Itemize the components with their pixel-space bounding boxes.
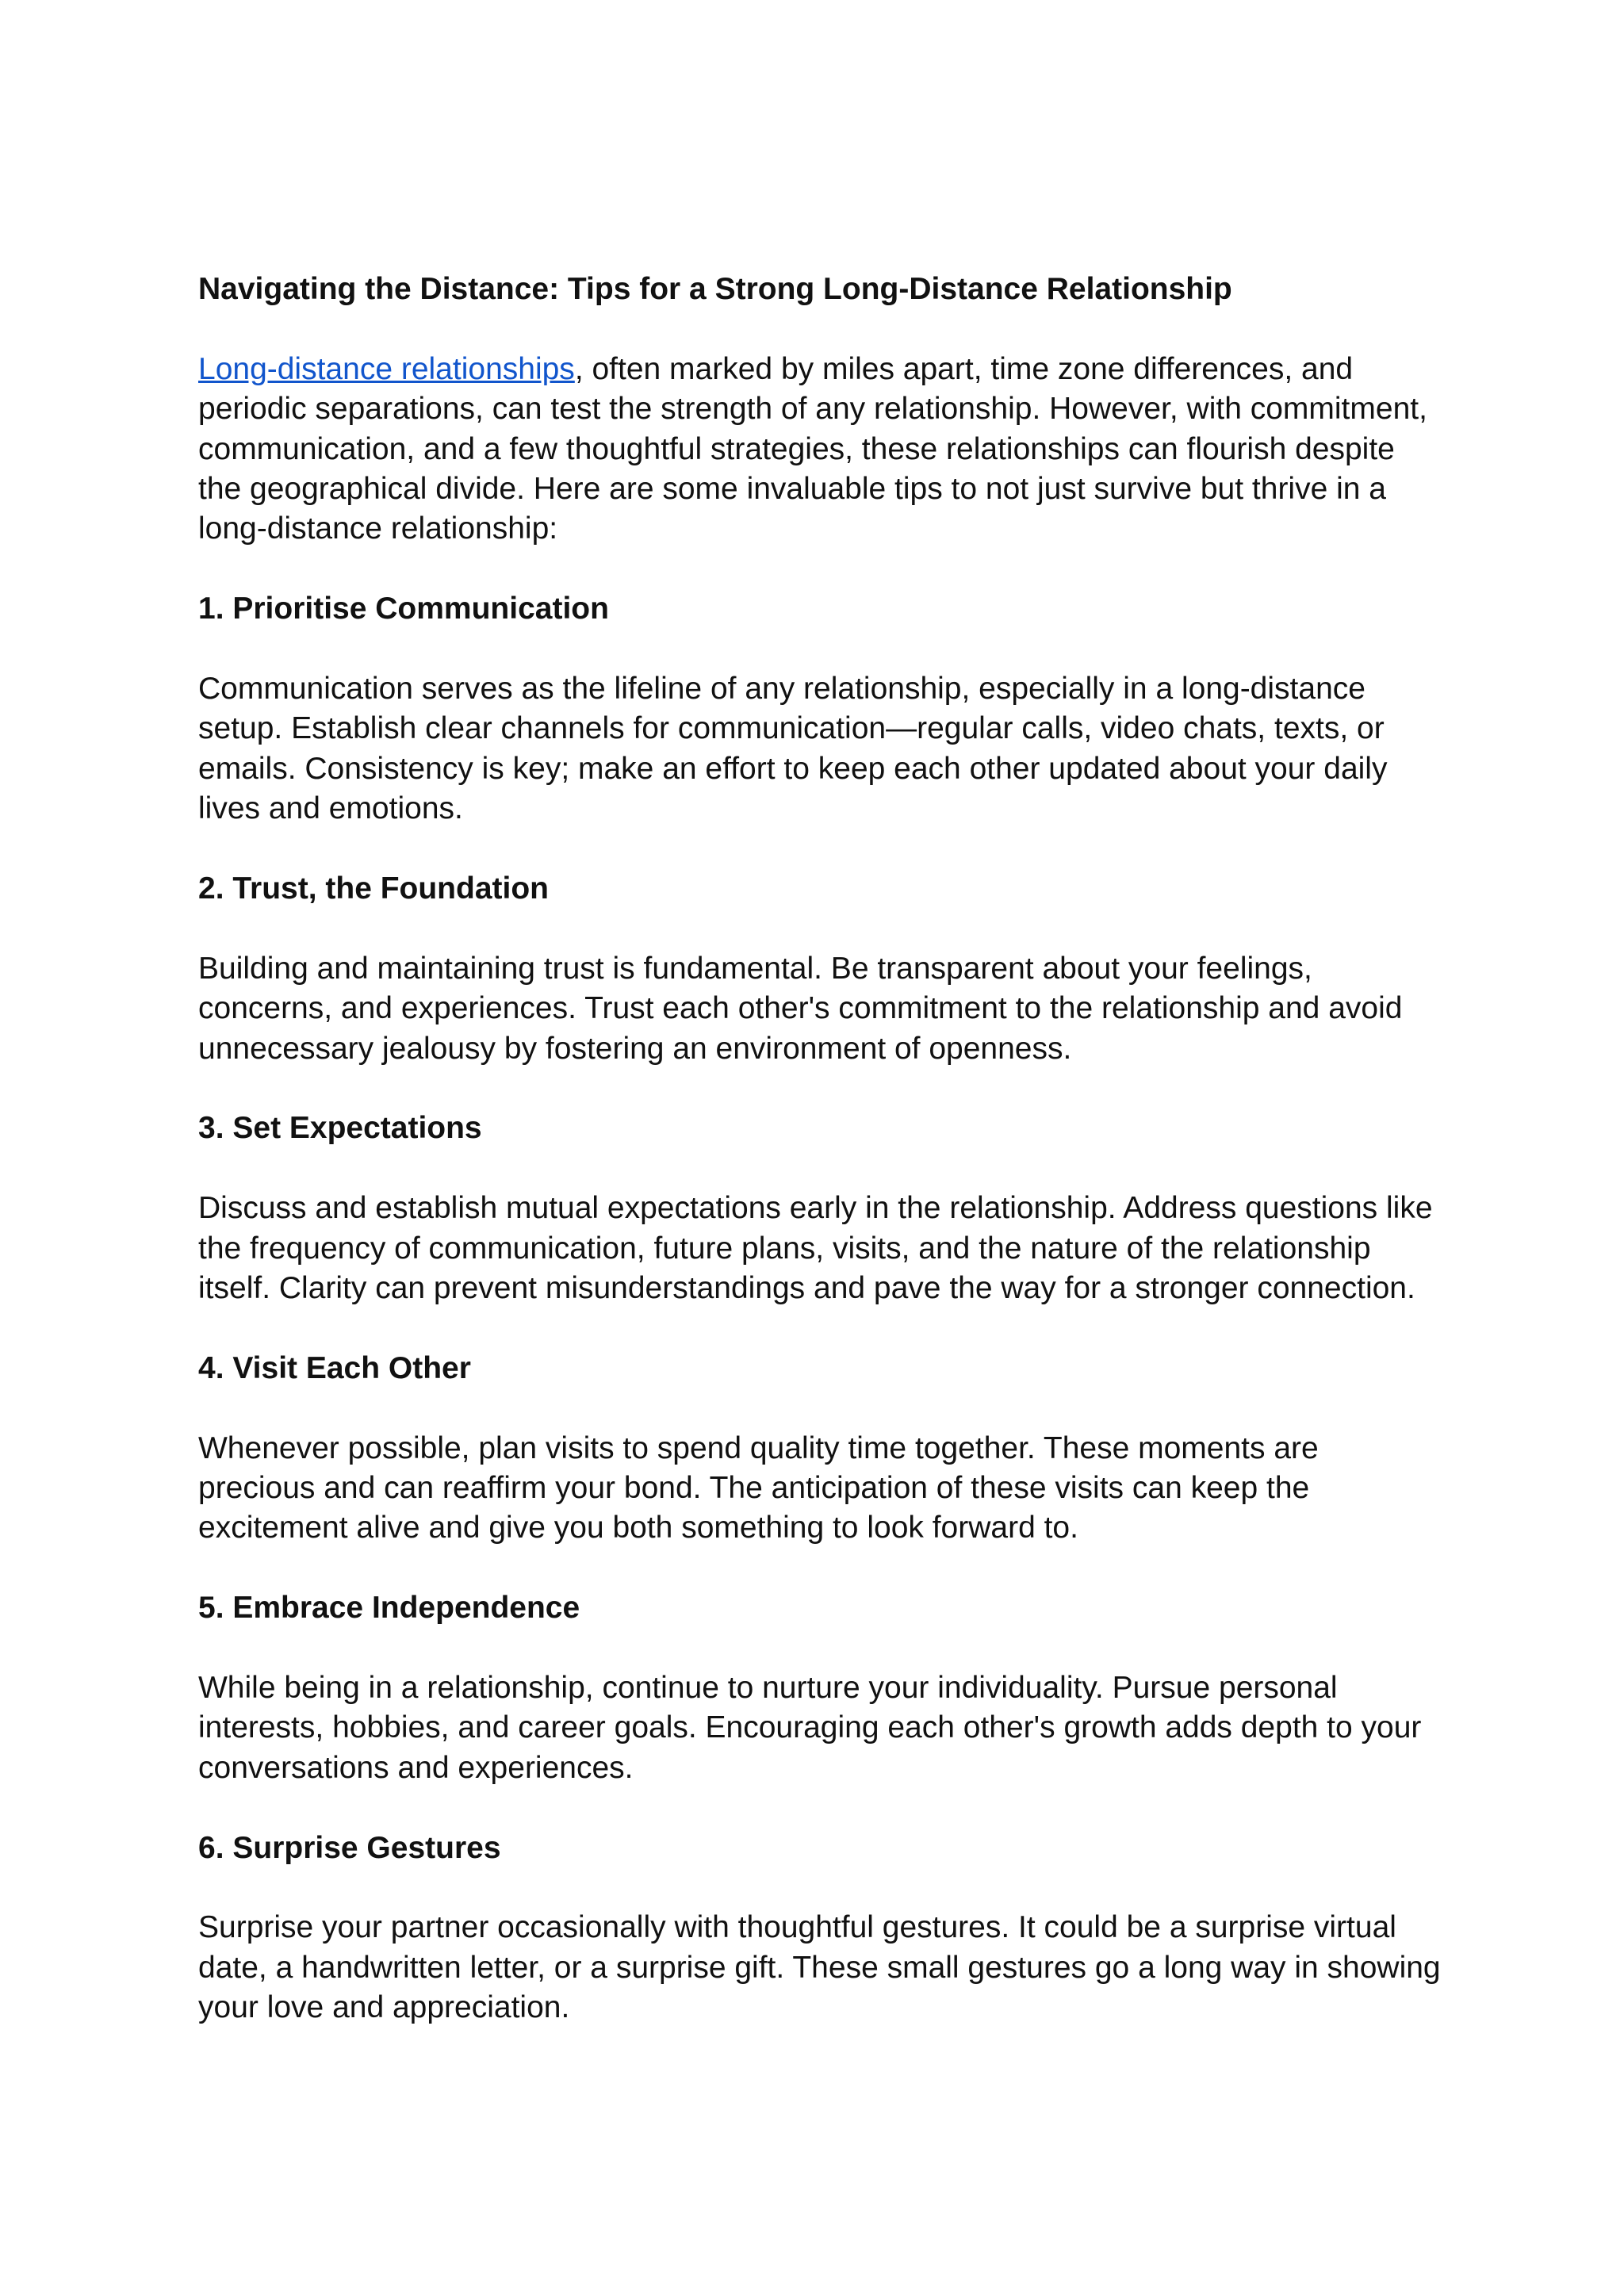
section-heading-prioritise-communication: 1. Prioritise Communication bbox=[198, 592, 609, 626]
section-heading-set-expectations: 3. Set Expectations bbox=[198, 1111, 482, 1146]
section-body-trust: Building and maintaining trust is fundamental. Be transparent about your feelings, concerns, and experiences. Trust each other's commitment to the relationship and avoid unnecessary jealousy by fostering an environment of openness. bbox=[198, 951, 1403, 1066]
section-heading-trust: 2. Trust, the Foundation bbox=[198, 871, 549, 906]
section-body-surprise-gestures: Surprise your partner occasionally with thoughtful gestures. It could be a surprise virtual date, a handwritten letter, or a surprise gift. These small gestures go a long way in showing your love and appreciation. bbox=[198, 1910, 1441, 2025]
intro-text: , often marked by miles apart, time zone differences, and periodic separations, can test the strength of any relationship. However, with commitment, communication, and a few thoughtful strategies, these relationships can flourish despite the geographical divide. Here are some invaluable tips to not just survive but thrive in a long-distance relationship: bbox=[198, 351, 1427, 546]
section-heading-surprise-gestures: 6. Surprise Gestures bbox=[198, 1830, 501, 1865]
section-body-set-expectations: Discuss and establish mutual expectations early in the relationship. Address questions like the frequency of communication, future plans, visits, and the nature of the relationship itself. Clarity can prevent misunderstandings and pave the way for a stronger connection. bbox=[198, 1191, 1433, 1306]
long-distance-relationships-link[interactable]: Long-distance relationships bbox=[198, 351, 575, 386]
document-title: Navigating the Distance: Tips for a Strong Long-Distance Relationship bbox=[198, 272, 1232, 306]
section-body-visit-each-other: Whenever possible, plan visits to spend quality time together. These moments are precious and can reaffirm your bond. The anticipation of these visits can keep the excitement alive and give you both something to look forward to. bbox=[198, 1430, 1319, 1545]
document-body bbox=[198, 270, 1443, 2068]
section-heading-visit-each-other: 4. Visit Each Other bbox=[198, 1350, 471, 1385]
section-body-prioritise-communication: Communication serves as the lifeline of any relationship, especially in a long-distance setup. Establish clear channels for communication—regular calls, video chats, texts, or emails. Consistency is key; make an effort to keep each other updated about your daily lives and emotions. bbox=[198, 672, 1388, 826]
section-body-embrace-independence: While being in a relationship, continue to nurture your individuality. Pursue personal interests, hobbies, and career goals. Encouraging each other's growth adds depth to your conversations and experiences. bbox=[198, 1671, 1422, 1785]
intro-paragraph bbox=[198, 350, 1443, 550]
section-heading-embrace-independence: 5. Embrace Independence bbox=[198, 1591, 580, 1626]
